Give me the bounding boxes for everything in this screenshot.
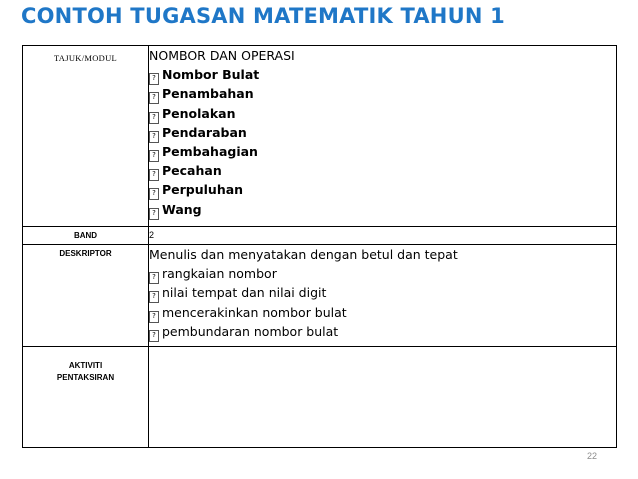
list-item: ? Penambahan xyxy=(149,84,616,103)
list-item: ? Pendaraban xyxy=(149,123,616,142)
bullet-box-icon: ? xyxy=(149,73,159,85)
assessment-table xyxy=(22,45,617,448)
row-label-text: AKTIVITI PENTAKSIRAN xyxy=(56,361,115,382)
row-label-text: BAND xyxy=(73,231,98,240)
bullet-box-icon: ? xyxy=(149,112,159,124)
bullet-box-icon: ? xyxy=(149,208,159,220)
row-label-band xyxy=(23,227,149,245)
bullet-box-icon: ? xyxy=(149,169,159,181)
topic-heading: NOMBOR DAN OPERASI xyxy=(149,48,295,63)
bullet-box-icon: ? xyxy=(149,150,159,162)
table-row-tajuk xyxy=(23,46,617,227)
list-item: ? Pecahan xyxy=(149,161,616,180)
row-label-text: TAJUK/MODUL xyxy=(53,53,118,63)
row-value-band xyxy=(149,227,617,245)
list-item: ? Wang xyxy=(149,200,616,219)
row-label-text: DESKRIPTOR xyxy=(59,249,112,258)
band-value: 2 xyxy=(149,230,155,240)
descriptor-heading: Menulis dan menyatakan dengan betul dan tepat xyxy=(149,247,458,262)
bullet-box-icon: ? xyxy=(149,92,159,104)
table-row-band xyxy=(23,227,617,245)
list-item: ? Perpuluhan xyxy=(149,180,616,199)
list-item: ? nilai tempat dan nilai digit xyxy=(149,283,616,302)
list-item: ? pembundaran nombor bulat xyxy=(149,322,616,341)
row-value-tajuk xyxy=(149,46,617,227)
bullet-box-icon: ? xyxy=(149,291,159,303)
row-value-aktiviti xyxy=(149,347,617,448)
table-row-aktiviti xyxy=(23,347,617,448)
bullet-box-icon: ? xyxy=(149,188,159,200)
table-row-deskriptor xyxy=(23,245,617,347)
bullet-box-icon: ? xyxy=(149,272,159,284)
bullet-box-icon: ? xyxy=(149,311,159,323)
row-label-aktiviti xyxy=(23,347,149,448)
list-item: ? rangkaian nombor xyxy=(149,264,616,283)
row-label-deskriptor xyxy=(23,245,149,347)
list-item: ? Pembahagian xyxy=(149,142,616,161)
list-item: ? Nombor Bulat xyxy=(149,65,616,84)
list-item: ? mencerakinkan nombor bulat xyxy=(149,303,616,322)
bullet-box-icon: ? xyxy=(149,330,159,342)
list-item: ? Penolakan xyxy=(149,104,616,123)
row-label-tajuk xyxy=(23,46,149,227)
page-title: CONTOH TUGASAN MATEMATIK TAHUN 1 xyxy=(21,4,505,28)
bullet-box-icon: ? xyxy=(149,131,159,143)
row-value-deskriptor xyxy=(149,245,617,347)
page-number: 22 xyxy=(587,451,598,461)
